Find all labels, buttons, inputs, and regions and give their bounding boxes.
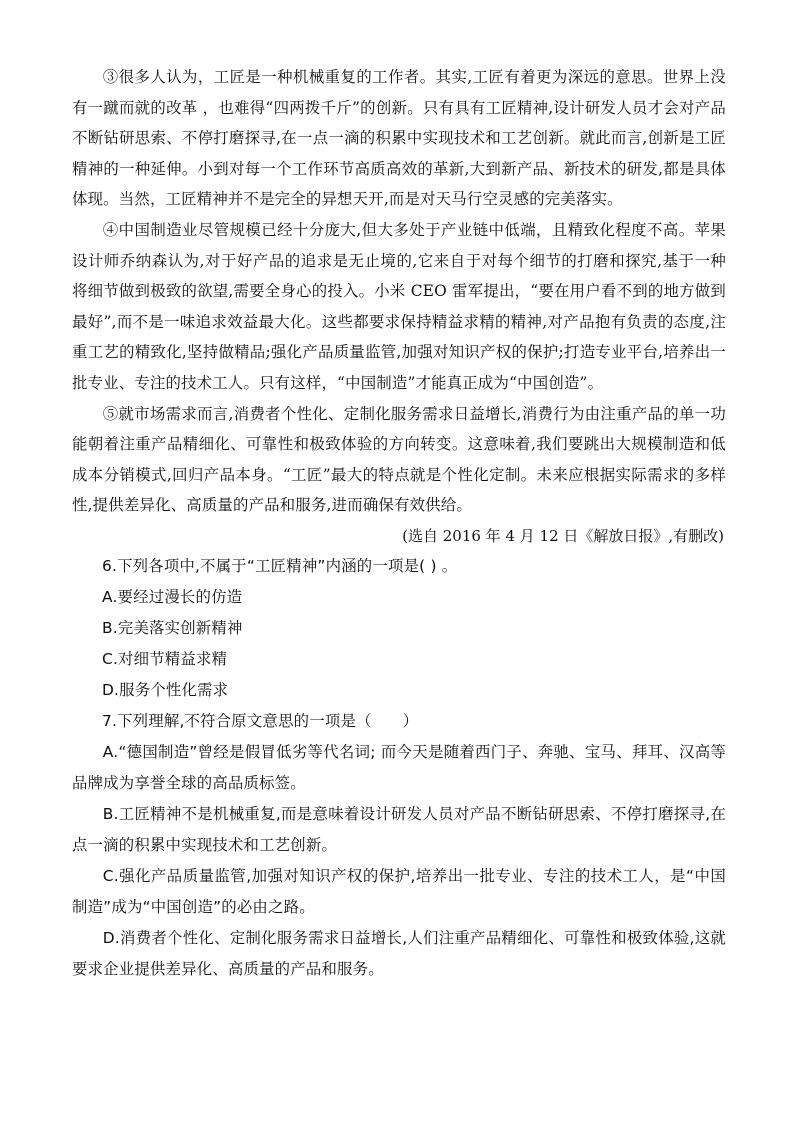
paragraph-5: ⑤就市场需求而言,消费者个性化、定制化服务需求日益增长,消费行为由注重产品的单一功能朝着注重产品精细化、可靠性和极致体验的方向转变。这意味着,我们要跳出大规模制造和低成本分销模式,回归产品本身。“工匠”最大的特点就是个性化定制。未来应根据实际需求的多样性,提供差异化、高质量的产品和服务,进而确保有效供给。 <box>72 404 726 515</box>
question-6-option-d: D.服务个性化需求 <box>102 680 229 699</box>
source-citation: (选自 2016 年 4 月 12 日《解放日报》,有删改) <box>402 526 724 545</box>
question-7 <box>72 706 726 985</box>
document-page <box>72 62 726 985</box>
paragraph-3: ③很多人认为，工匠是一种机械重复的工作者。其实,工匠有着更为深远的意思。世界上没有一蹴而就的改革 ，也难得“四两拨千斤”的创新。只有具有工匠精神,设计研发人员才会对产品不断钻研思索、不停打磨探寻,在一点一滴的积累中实现技术和工艺创新。就此而言,创新是工匠精神的一种延伸。小到对每一个工作环节高质高效的革新,大到新产品、新技术的研发,都是具体体现。当然，工匠精神并不是完全的异想天开,而是对天马行空灵感的完美落实。 <box>72 68 726 209</box>
question-6 <box>72 551 726 706</box>
question-6-title: 6.下列各项中,不属于“工匠精神”内涵的一项是( ) 。 <box>102 556 458 575</box>
question-6-option-a: A.要经过漫长的仿造 <box>102 587 243 606</box>
question-7-option-d: D.消费者个性化、定制化服务需求日益增长,人们注重产品精细化、可靠性和极致体验,这就要求企业提供差异化、高质量的产品和服务。 <box>72 928 726 978</box>
question-7-option-c: C.强化产品质量监管,加强对知识产权的保护,培养出一批专业、专注的技术工人，是“中国制造”成为“中国创造”的必由之路。 <box>72 866 726 916</box>
question-6-option-c: C.对细节精益求精 <box>102 649 228 668</box>
question-7-title: 7.下列理解,不符合原文意思的一项是（ ） <box>102 711 419 730</box>
question-7-option-a: A.“德国制造”曾经是假冒低劣等代名词; 而今天是随着西门子、奔驰、宝马、拜耳、汉高等品牌成为享誉全球的高品质标签。 <box>72 742 726 792</box>
question-6-option-b: B.完美落实创新精神 <box>102 618 243 637</box>
paragraph-4: ④中国制造业尽管规模已经十分庞大,但大多处于产业链中低端，且精致化程度不高。苹果设计师乔纳森认为,对于好产品的追求是无止境的,它来自于对每个细节的打磨和探究,基于一种将细节做到极致的欲望,需要全身心的投入。小米 CEO 雷军提出，“要在用户看不到的地方做到最好”,而不是一味追求效益最大化。这些都要求保持精益求精的精神,对产品抱有负责的态度,注重工艺的精致化,坚持做精品;强化产品质量监管,加强对知识产权的保护;打造专业平台,培养出一批专业、专注的技术工人。只有这样，“中国制造”才能真正成为“中国创造”。 <box>72 220 726 392</box>
question-7-option-b: B.工匠精神不是机械重复,而是意味着设计研发人员对产品不断钻研思索、不停打磨探寻,在点一滴的积累中实现技术和工艺创新。 <box>72 804 726 854</box>
